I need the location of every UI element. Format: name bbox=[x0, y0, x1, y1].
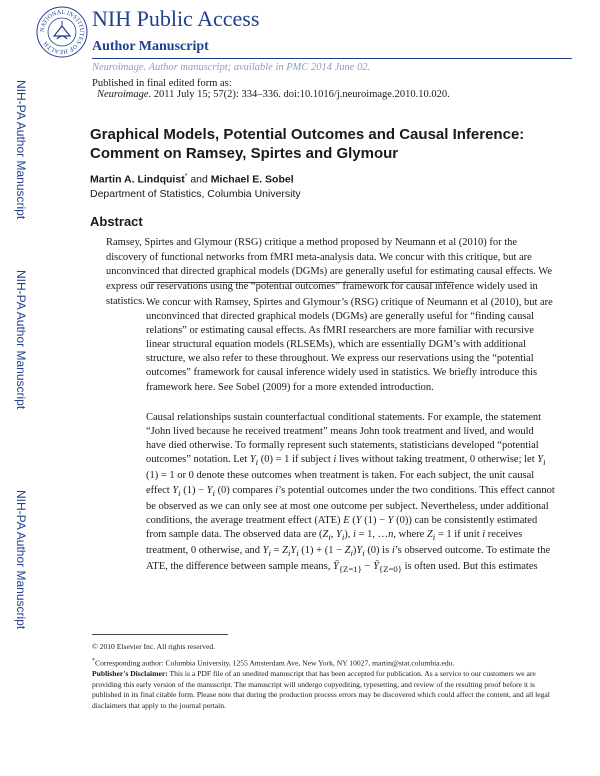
header-divider bbox=[92, 58, 572, 59]
nih-seal-logo bbox=[36, 6, 88, 58]
author-conjunction: and bbox=[187, 173, 211, 186]
publisher-disclaimer bbox=[92, 669, 562, 711]
citation bbox=[97, 89, 450, 100]
author-1: Martin A. Lindquist bbox=[90, 173, 185, 186]
footnote-divider bbox=[92, 634, 228, 635]
disclaimer-label: Publisher's Disclaimer: bbox=[92, 669, 168, 678]
seal-text: NATIONAL INSTITUTES OF HEALTH bbox=[38, 8, 86, 56]
svg-text:NATIONAL INSTITUTES OF HEALTH bbox=[39, 9, 85, 55]
disclaimer-text: This is a PDF file of an unedited manuscript that has been accepted for publication. As a service to our customers we are providing this early version of the manuscript. The manuscript will undergo copyediting, typesetting, and review of the resulting proof before it is published in its final citable form. Please note that during the production process errors may be discovered which could affect the content, and all legal disclaimers that apply to the journal pertain. bbox=[92, 669, 550, 710]
corresponding-author-note: *Corresponding author: Columbia University, 1255 Amsterdam Ave, New York, NY 10027, martin@stat.columbia.edu. bbox=[92, 658, 455, 668]
published-label: Published in final edited form as: bbox=[92, 78, 232, 89]
affiliation: Department of Statistics, Columbia University bbox=[90, 188, 301, 200]
citation-details: . 2011 July 15; 57(2): 334–336. doi:10.1016/j.neuroimage.2010.10.020. bbox=[148, 89, 450, 100]
abstract-text: Ramsey, Spirtes and Glymour (RSG) critique a method proposed by Neumann et al (2010) for the discovery of functional networks from fMRI meta-analysis data. We concur with this critique, but are unconvinced that directed graphical models (DGMs) are generally useful for estimating causal effects. We express our reservations using the “potential outcomes” framework for causal inference widely used in statistics. bbox=[106, 237, 553, 307]
body-paragraph-2: Causal relationships sustain counterfactual conditional statements. For example, the statement “John lived because he received treatment” means John took treatment and lived, and would have died otherwise. To formally represent such statements, statisticians developed “potential outcomes” notation. Let $Y_i$ (0) = 1 if subject i lives without taking treatment, 0 otherwise; let $Y_i$ (1) = 1 or 0 denote these outcomes when treatment is taken. For each subject, the unit causal effect $Y_i$ $(1) - Y_i$ (0) compares i’s potential outcomes under the two conditions. This effect cannot be observed as we can only see at most one outcome per subject. Nevertheless, under additional conditions, the average treatment effect (ATE) E (Y (1) − Y (0)) can be consistently estimated from sample data. The observed data are ($Z_i$, $Y_i$), i = 1, …n, where $Z_i = 1$ if unit i receives treatment, 0 otherwise, and $Y_i = Z_iY_i$ $(1) + (1 - Z_i)Y_i$ (0) is i’s observed outcome. To estimate the ATE, the difference between sample means, $Ȳ_{\{Z=1\}}$ − $Ȳ_{\{Z=0\}}$ is often used. But this estimates bbox=[146, 412, 555, 575]
body-paragraph-1: We concur with Ramsey, Spirtes and Glymour’s (RSG) critique of Neumann et al (2010), but are unconvinced that directed graphical models (DGMs) are generally useful for “finding causal relations” or estimating causal effects. As fMRI researchers are more familiar with recursive linear structural equation models (RLSEMs), which are essentially DGM’s with additional structure, we also refer to these throughout. We express our reservations using the “potential outcomes” framework for causal inference widely used in statistics. We briefly introduce this framework here. See Sobel (2009) for a more extended introduction. bbox=[146, 297, 553, 393]
author-line bbox=[90, 173, 294, 186]
citation-journal: Neuroimage bbox=[97, 89, 149, 100]
journal-availability: Neuroimage. Author manuscript; available in PMC 2014 June 02. bbox=[92, 62, 371, 73]
copyright-note: © 2010 Elsevier Inc. All rights reserved. bbox=[92, 642, 216, 651]
abstract-heading: Abstract bbox=[90, 214, 143, 229]
section-divider bbox=[148, 282, 454, 283]
corresponding-mark: * bbox=[184, 173, 188, 180]
side-label-2: NIH-PA Author Manuscript bbox=[14, 270, 28, 410]
nih-public-access-title: NIH Public Access bbox=[92, 6, 260, 31]
author-manuscript-label: Author Manuscript bbox=[92, 39, 209, 54]
side-label-1: NIH-PA Author Manuscript bbox=[14, 80, 28, 220]
side-label-3: NIH-PA Author Manuscript bbox=[14, 490, 28, 630]
article-title: Graphical Models, Potential Outcomes and Causal Inference: Comment on Ramsey, Spirtes and Glymour bbox=[90, 126, 525, 162]
author-2: Michael E. Sobel bbox=[210, 173, 294, 186]
